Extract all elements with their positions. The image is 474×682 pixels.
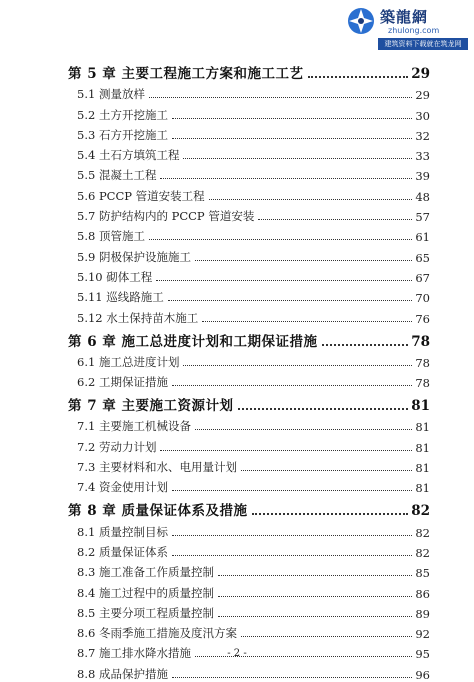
toc-leader-dots — [252, 513, 409, 515]
toc-page-number: 33 — [415, 149, 430, 164]
toc-section-entry[interactable] — [68, 143, 430, 163]
toc-leader-dots — [160, 178, 412, 179]
toc-section-entry[interactable] — [68, 265, 430, 285]
toc-page-number: 81 — [415, 420, 430, 435]
logo-tagline: 建筑资料下载就在筑龙网 — [378, 38, 468, 50]
toc-leader-dots — [168, 300, 413, 301]
toc-entry-label: 第 5 章 主要工程施工方案和施工工艺 — [68, 66, 304, 82]
toc-leader-dots — [218, 596, 412, 597]
toc-entry-label: 6.1 施工总进度计划 — [77, 354, 180, 369]
toc-page-number: 95 — [415, 647, 430, 662]
toc-section-entry[interactable] — [68, 540, 430, 560]
toc-section-entry[interactable] — [68, 434, 430, 454]
toc-section-entry[interactable] — [68, 204, 430, 224]
toc-page-number: 61 — [415, 230, 430, 245]
toc-leader-dots — [218, 575, 412, 576]
toc-page-number: 81 — [415, 461, 430, 476]
toc-page-number: 86 — [415, 586, 430, 601]
toc-section-entry[interactable] — [68, 123, 430, 143]
toc-entry-label: 5.5 混凝土工程 — [77, 168, 157, 183]
toc-section-entry[interactable] — [68, 621, 430, 641]
toc-page-number: 78 — [415, 355, 430, 370]
toc-entry-label: 第 7 章 主要施工资源计划 — [68, 398, 234, 415]
page-number: - 2 - — [227, 648, 247, 659]
toc-page-number: 65 — [415, 250, 430, 265]
toc-page-number: 30 — [415, 108, 430, 123]
toc-section-entry[interactable] — [68, 580, 430, 600]
toc-entry-label: 6.2 工期保证措施 — [77, 375, 168, 390]
toc-leader-dots — [241, 636, 412, 637]
logo-url: zhulong.com — [388, 26, 440, 35]
toc-page-number: 82 — [415, 545, 430, 560]
toc-leader-dots — [218, 616, 412, 617]
toc-entry-label: 8.2 质量保证体系 — [77, 544, 168, 559]
toc-page-number: 48 — [415, 189, 430, 204]
toc-leader-dots — [172, 138, 412, 139]
toc-page-number: 81 — [411, 398, 430, 415]
toc-leader-dots — [238, 408, 409, 410]
toc-section-entry[interactable] — [68, 224, 430, 244]
toc-page-number: 81 — [415, 440, 430, 455]
toc-entry-label: 5.6 PCCP 管道安装工程 — [77, 188, 205, 203]
toc-entry-label: 8.4 施工过程中的质量控制 — [77, 585, 214, 600]
toc-section-entry[interactable] — [68, 183, 430, 203]
toc-section-entry[interactable] — [68, 475, 430, 495]
toc-section-entry[interactable] — [68, 244, 430, 264]
toc-section-entry[interactable] — [68, 414, 430, 434]
toc-chapter-entry[interactable] — [68, 328, 430, 350]
toc-leader-dots — [172, 677, 412, 678]
toc-entry-label: 8.5 主要分项工程质量控制 — [77, 605, 214, 620]
toc-entry-label: 7.1 主要施工机械设备 — [77, 419, 191, 434]
toc-leader-dots — [183, 158, 412, 159]
toc-chapter-entry[interactable] — [68, 392, 430, 414]
toc-entry-label: 5.8 顶管施工 — [77, 229, 145, 244]
toc-page-number: 32 — [415, 128, 430, 143]
toc-chapter-entry[interactable] — [68, 60, 430, 82]
toc-section-entry[interactable] — [68, 285, 430, 305]
toc-leader-dots — [160, 450, 412, 451]
toc-leader-dots — [172, 535, 412, 536]
toc-leader-dots — [172, 385, 412, 386]
logo-emblem-icon — [346, 6, 376, 36]
toc-page-number: 29 — [411, 66, 430, 82]
toc-entry-label: 8.6 冬雨季施工措施及度汛方案 — [77, 626, 237, 641]
toc-entry-label: 5.1 测量放样 — [77, 87, 145, 102]
toc-page-number: 70 — [415, 291, 430, 306]
toc-entry-label: 8.7 施工排水降水措施 — [77, 646, 191, 661]
toc-section-entry[interactable] — [68, 519, 430, 539]
toc-section-entry[interactable] — [68, 163, 430, 183]
toc-section-entry[interactable] — [68, 305, 430, 325]
toc-page-number: 78 — [411, 333, 430, 350]
toc-chapter-entry[interactable] — [68, 497, 430, 519]
toc-page-number: 76 — [415, 311, 430, 326]
toc-page-number: 89 — [415, 606, 430, 621]
toc-leader-dots — [195, 429, 412, 430]
toc-entry-label: 7.2 劳动力计划 — [77, 439, 157, 454]
toc-entry-label: 5.4 土石方填筑工程 — [77, 148, 180, 163]
toc-entry-label: 5.7 防护结构内的 PCCP 管道安装 — [77, 209, 255, 224]
toc-leader-dots — [156, 280, 412, 281]
toc-page-number: 82 — [411, 503, 430, 520]
toc-page-number: 96 — [415, 667, 430, 682]
toc-section-entry[interactable] — [68, 370, 430, 390]
toc-entry-label: 7.4 资金使用计划 — [77, 480, 168, 495]
toc-section-entry[interactable] — [68, 350, 430, 370]
toc-page-number: 57 — [415, 210, 430, 225]
toc-page-number: 82 — [415, 525, 430, 540]
toc-leader-dots — [172, 118, 412, 119]
toc-entry-label: 7.3 主要材料和水、电用量计划 — [77, 460, 237, 475]
toc-leader-dots — [258, 219, 412, 220]
toc-section-entry[interactable] — [68, 661, 430, 681]
toc-section-entry[interactable] — [68, 560, 430, 580]
toc-entry-label: 5.10 砌体工程 — [77, 269, 153, 284]
toc-entry-label: 5.9 阴极保护设施施工 — [77, 249, 191, 264]
toc-page-number: 85 — [415, 566, 430, 581]
toc-leader-dots — [308, 76, 409, 78]
zhulong-logo — [344, 2, 470, 54]
toc-entry-label: 第 6 章 施工总进度计划和工期保证措施 — [68, 333, 318, 350]
toc-page-number: 81 — [415, 481, 430, 496]
toc-leader-dots — [241, 470, 412, 471]
toc-leader-dots — [322, 344, 409, 346]
toc-entry-label: 5.2 土方开挖施工 — [77, 107, 168, 122]
toc-section-entry[interactable] — [68, 102, 430, 122]
toc-section-entry[interactable] — [68, 82, 430, 102]
toc-entry-label: 8.1 质量控制目标 — [77, 524, 168, 539]
toc-leader-dots — [149, 239, 412, 240]
toc-leader-dots — [149, 97, 412, 98]
toc-leader-dots — [172, 490, 412, 491]
toc-section-entry[interactable] — [68, 601, 430, 621]
toc-page-number: 39 — [415, 169, 430, 184]
toc-entry-label: 5.11 巡线路施工 — [77, 290, 164, 305]
toc-leader-dots — [183, 365, 412, 366]
toc-entry-label: 第 8 章 质量保证体系及措施 — [68, 503, 248, 520]
toc-leader-dots — [202, 321, 412, 322]
toc-page-number: 78 — [415, 376, 430, 391]
toc-page-number: 92 — [415, 627, 430, 642]
toc-section-entry[interactable] — [68, 455, 430, 475]
toc-leader-dots — [209, 199, 413, 200]
toc-page-number: 67 — [415, 270, 430, 285]
toc-entry-label: 8.3 施工准备工作质量控制 — [77, 565, 214, 580]
table-of-contents — [68, 58, 430, 682]
toc-entry-label: 5.12 水土保持苗木施工 — [77, 310, 199, 325]
logo-name: 築龍網 — [380, 8, 429, 26]
toc-entry-label: 8.8 成品保护措施 — [77, 666, 168, 681]
toc-entry-label: 5.3 石方开挖施工 — [77, 127, 168, 142]
toc-leader-dots — [172, 555, 412, 556]
toc-leader-dots — [195, 260, 412, 261]
toc-page-number: 29 — [415, 88, 430, 103]
